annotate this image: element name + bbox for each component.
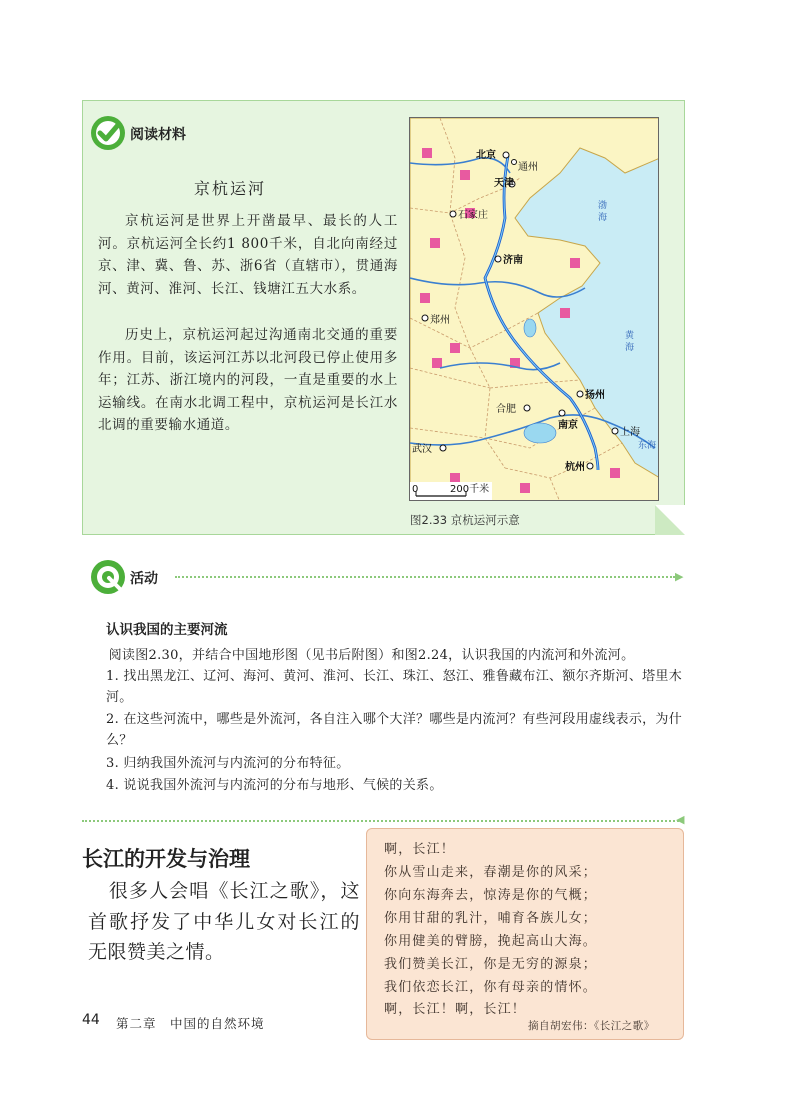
page-number: 44 [82, 1012, 100, 1028]
map-city-yangzhou: 扬州 [585, 390, 605, 401]
map-city-tianjin: 天津 [494, 178, 514, 189]
svg-text:渤: 渤 [598, 201, 608, 211]
poem-line: 啊，长江！ [384, 842, 456, 857]
reading-check-icon [89, 114, 127, 156]
section-heading: 长江的开发与治理 [82, 847, 250, 871]
grand-canal-map [409, 117, 659, 501]
page-fold-corner [655, 505, 685, 535]
map-city-zhengzhou: 郑州 [430, 315, 450, 326]
section-divider [82, 820, 682, 822]
map-scale-zero: 0 [412, 484, 419, 495]
map-caption: 图2.33 京杭运河示意 [410, 513, 520, 527]
activity-divider [175, 576, 675, 578]
map-city-wuhan: 武汉 [412, 444, 432, 455]
reading-material-label: 阅读材料 [130, 127, 186, 143]
map-city-beijing: 北京 [476, 150, 496, 161]
reading-paragraph-1: 京杭运河是世界上开凿最早、最长的人工河。京杭运河全长约1 800千米，自北向南经过京、津、冀、鲁、苏、浙6省（直辖市），贯通海河、黄河、淮河、长江、钱塘江五大水系。 [98, 213, 398, 297]
poem-line: 你用甘甜的乳汁，哺育各族儿女； [384, 911, 598, 926]
map-city-hangzhou: 杭州 [565, 462, 585, 473]
activity-item-3: 3. 归纳我国外流河与内流河的分布特征。 [106, 756, 350, 771]
activity-item-4: 4. 说说我国外流河与内流河的分布与地形、气候的关系。 [106, 778, 443, 793]
map-city-shijiazhuang: 石家庄 [458, 210, 488, 221]
map-city-hefei: 合肥 [496, 404, 516, 415]
svg-text:黄: 黄 [625, 331, 635, 341]
activity-item-1: 1. 找出黑龙江、辽河、海河、黄河、淮河、长江、珠江、怒江、雅鲁藏布江、额尔齐斯河、塔里木河。 [106, 669, 683, 705]
activity-item-2: 2. 在这些河流中，哪些是外流河，各自注入哪个大洋？哪些是内流河？有些河段用虚线表示，为什么？ [106, 712, 683, 748]
reading-paragraph-2: 历史上，京杭运河起过沟通南北交通的重要作用。目前，该运河江苏以北河段已停止使用多年；江苏、浙江境内的河段，一直是重要的水上运输线。在南水北调工程中，京杭运河是长江水北调的重要输水通道。 [98, 327, 398, 434]
activity-intro: 阅读图2.30，并结合中国地形图（见书后附图）和图2.24，认识我国的内流河和外流河。 [108, 648, 635, 663]
map-city-nanjing: 南京 [558, 420, 578, 431]
section-body: 很多人会唱《长江之歌》，这首歌抒发了中华儿女对长江的无限赞美之情。 [88, 880, 360, 963]
poem-line: 我们赞美长江，你是无穷的源泉； [384, 957, 598, 972]
section-divider-arrow-icon: ◀ [676, 813, 685, 826]
poem-line: 你从雪山走来，春潮是你的风采； [384, 865, 598, 880]
poem-line: 我们依恋长江，你有母亲的情怀。 [384, 980, 598, 995]
poem-line: 你向东海奔去，惊涛是你的气概； [384, 888, 598, 903]
activity-divider-arrow-icon: ▶ [675, 570, 684, 583]
chapter-title: 第二章 中国的自然环境 [116, 1016, 265, 1031]
svg-text:东海: 东海 [638, 441, 657, 451]
map-city-shanghai: 上海 [620, 427, 640, 438]
activity-title: 认识我国的主要河流 [106, 622, 228, 638]
map-scale-label: 200千米 [450, 484, 490, 495]
poem-source: 摘自胡宏伟：《长江之歌》 [528, 1020, 655, 1032]
map-city-jinan: 济南 [503, 255, 523, 266]
reading-title: 京杭运河 [194, 179, 267, 198]
poem-line: 啊，长江！啊，长江！ [384, 1002, 527, 1017]
poem-line: 你用健美的臂膀，挽起高山大海。 [384, 934, 598, 949]
map-city-tongzhou: 通州 [518, 162, 538, 173]
svg-text:海: 海 [625, 343, 635, 353]
svg-text:海: 海 [598, 213, 608, 223]
activity-icon [89, 558, 127, 600]
activity-label: 活动 [130, 571, 158, 587]
